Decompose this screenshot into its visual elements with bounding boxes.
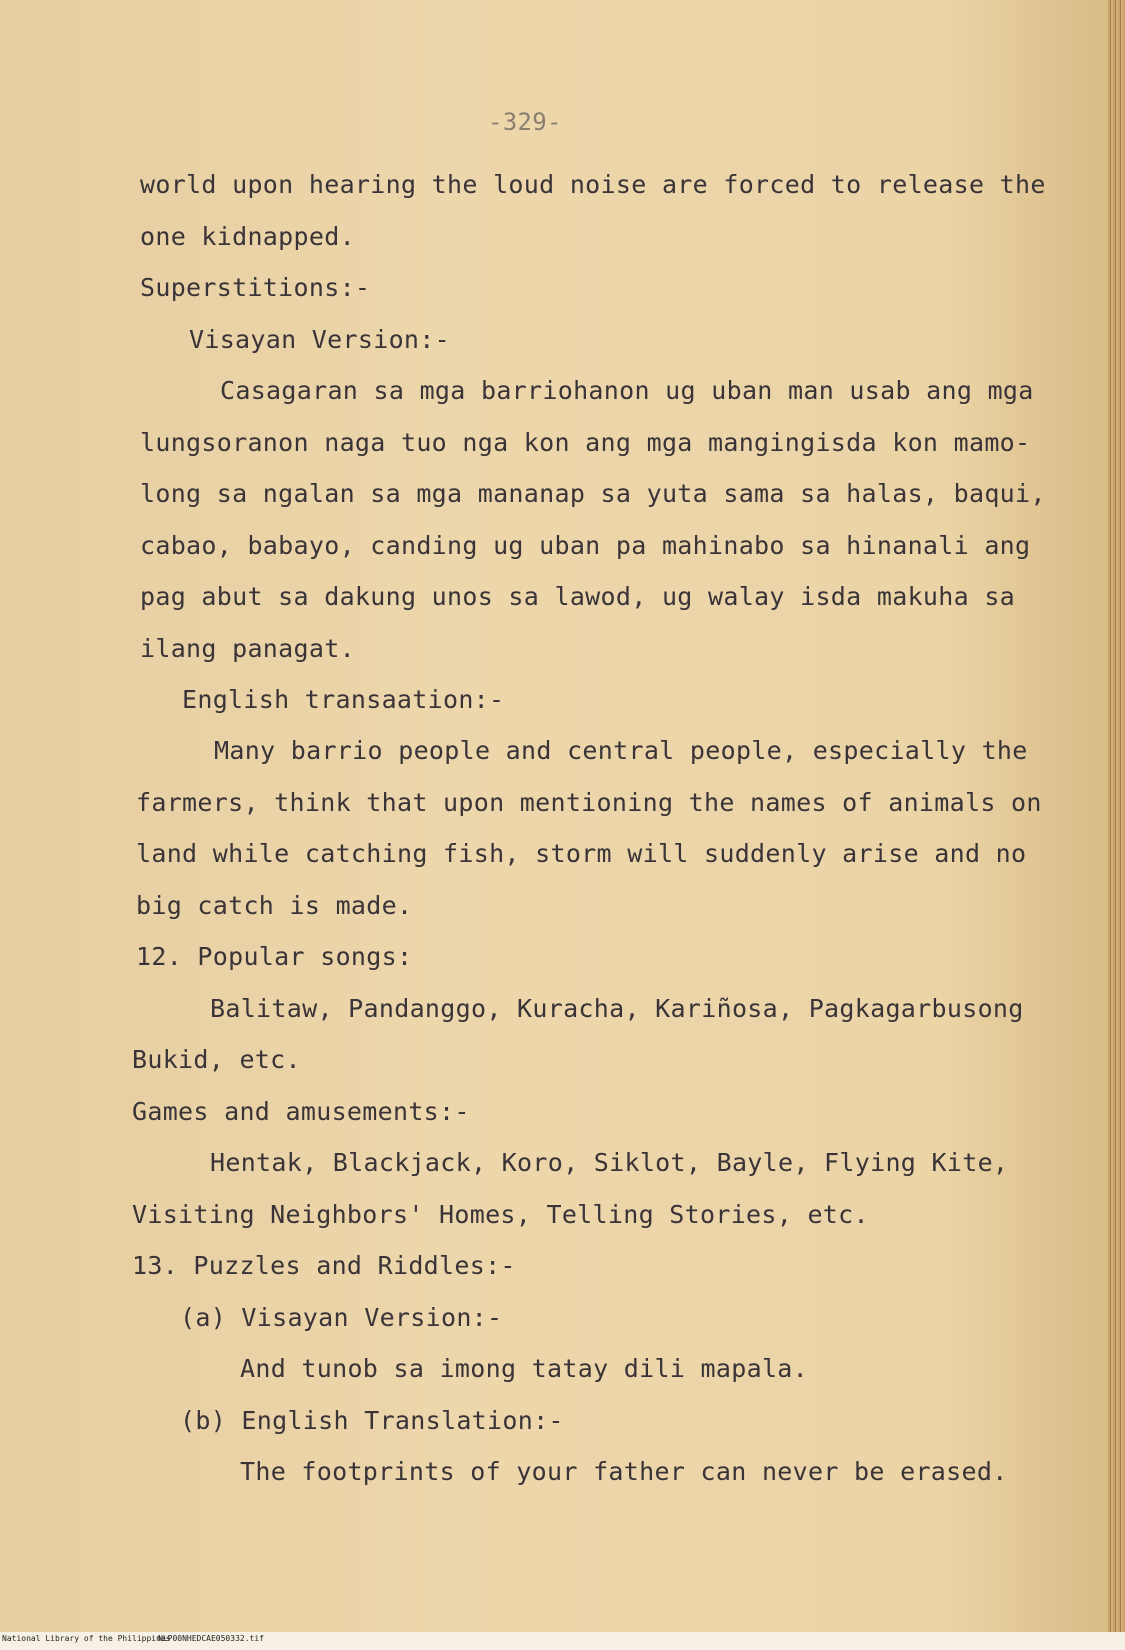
text-line: lungsoranon naga tuo nga kon ang mga mangingisda kon mamo- (140, 428, 1031, 457)
subheading-visayan-version: (a) Visayan Version:- (180, 1303, 503, 1332)
section-heading-games: Games and amusements:- (132, 1097, 470, 1126)
text-line: Visiting Neighbors' Homes, Telling Stories, etc. (132, 1200, 869, 1229)
subheading-visayan-version: Visayan Version:- (189, 325, 450, 354)
page-number: -329- (488, 108, 562, 136)
footer-library-name: National Library of the Philippines (2, 1634, 171, 1643)
text-line: farmers, think that upon mentioning the names of animals on (136, 788, 1042, 817)
text-line: pag abut sa dakung unos sa lawod, ug walay isda makuha sa (140, 582, 1016, 611)
book-spine-edge (1108, 0, 1125, 1632)
text-line: Balitaw, Pandanggo, Kuracha, Kariñosa, Pagkagarbusong (210, 994, 1024, 1023)
riddle-english: The footprints of your father can never be erased. (240, 1457, 1008, 1486)
footer-file-name: NLP00NHEDCAE050332.tif (158, 1634, 264, 1643)
section-heading-superstitions: Superstitions:- (140, 273, 371, 302)
subheading-english-translation: English transaation:- (182, 685, 505, 714)
text-line: Hentak, Blackjack, Koro, Siklot, Bayle, Flying Kite, (210, 1148, 1009, 1177)
text-line: Many barrio people and central people, especially the (214, 736, 1028, 765)
text-line: land while catching fish, storm will suddenly arise and no (136, 839, 1027, 868)
text-line: ilang panagat. (140, 634, 355, 663)
text-line: big catch is made. (136, 891, 413, 920)
text-line: long sa ngalan sa mga mananap sa yuta sama sa halas, baqui, (140, 479, 1046, 508)
text-line: cabao, babayo, canding ug uban pa mahinabo sa hinanali ang (140, 531, 1031, 560)
text-line: one kidnapped. (140, 222, 355, 251)
subheading-english-translation: (b) English Translation:- (180, 1406, 564, 1435)
text-line: world upon hearing the loud noise are forced to release the (140, 170, 1046, 199)
section-heading-popular-songs: 12. Popular songs: (136, 942, 413, 971)
text-line: Bukid, etc. (132, 1045, 301, 1074)
section-heading-puzzles: 13. Puzzles and Riddles:- (132, 1251, 516, 1280)
riddle-visayan: And tunob sa imong tatay dili mapala. (240, 1354, 808, 1383)
text-line: Casagaran sa mga barriohanon ug uban man usab ang mga (220, 376, 1034, 405)
